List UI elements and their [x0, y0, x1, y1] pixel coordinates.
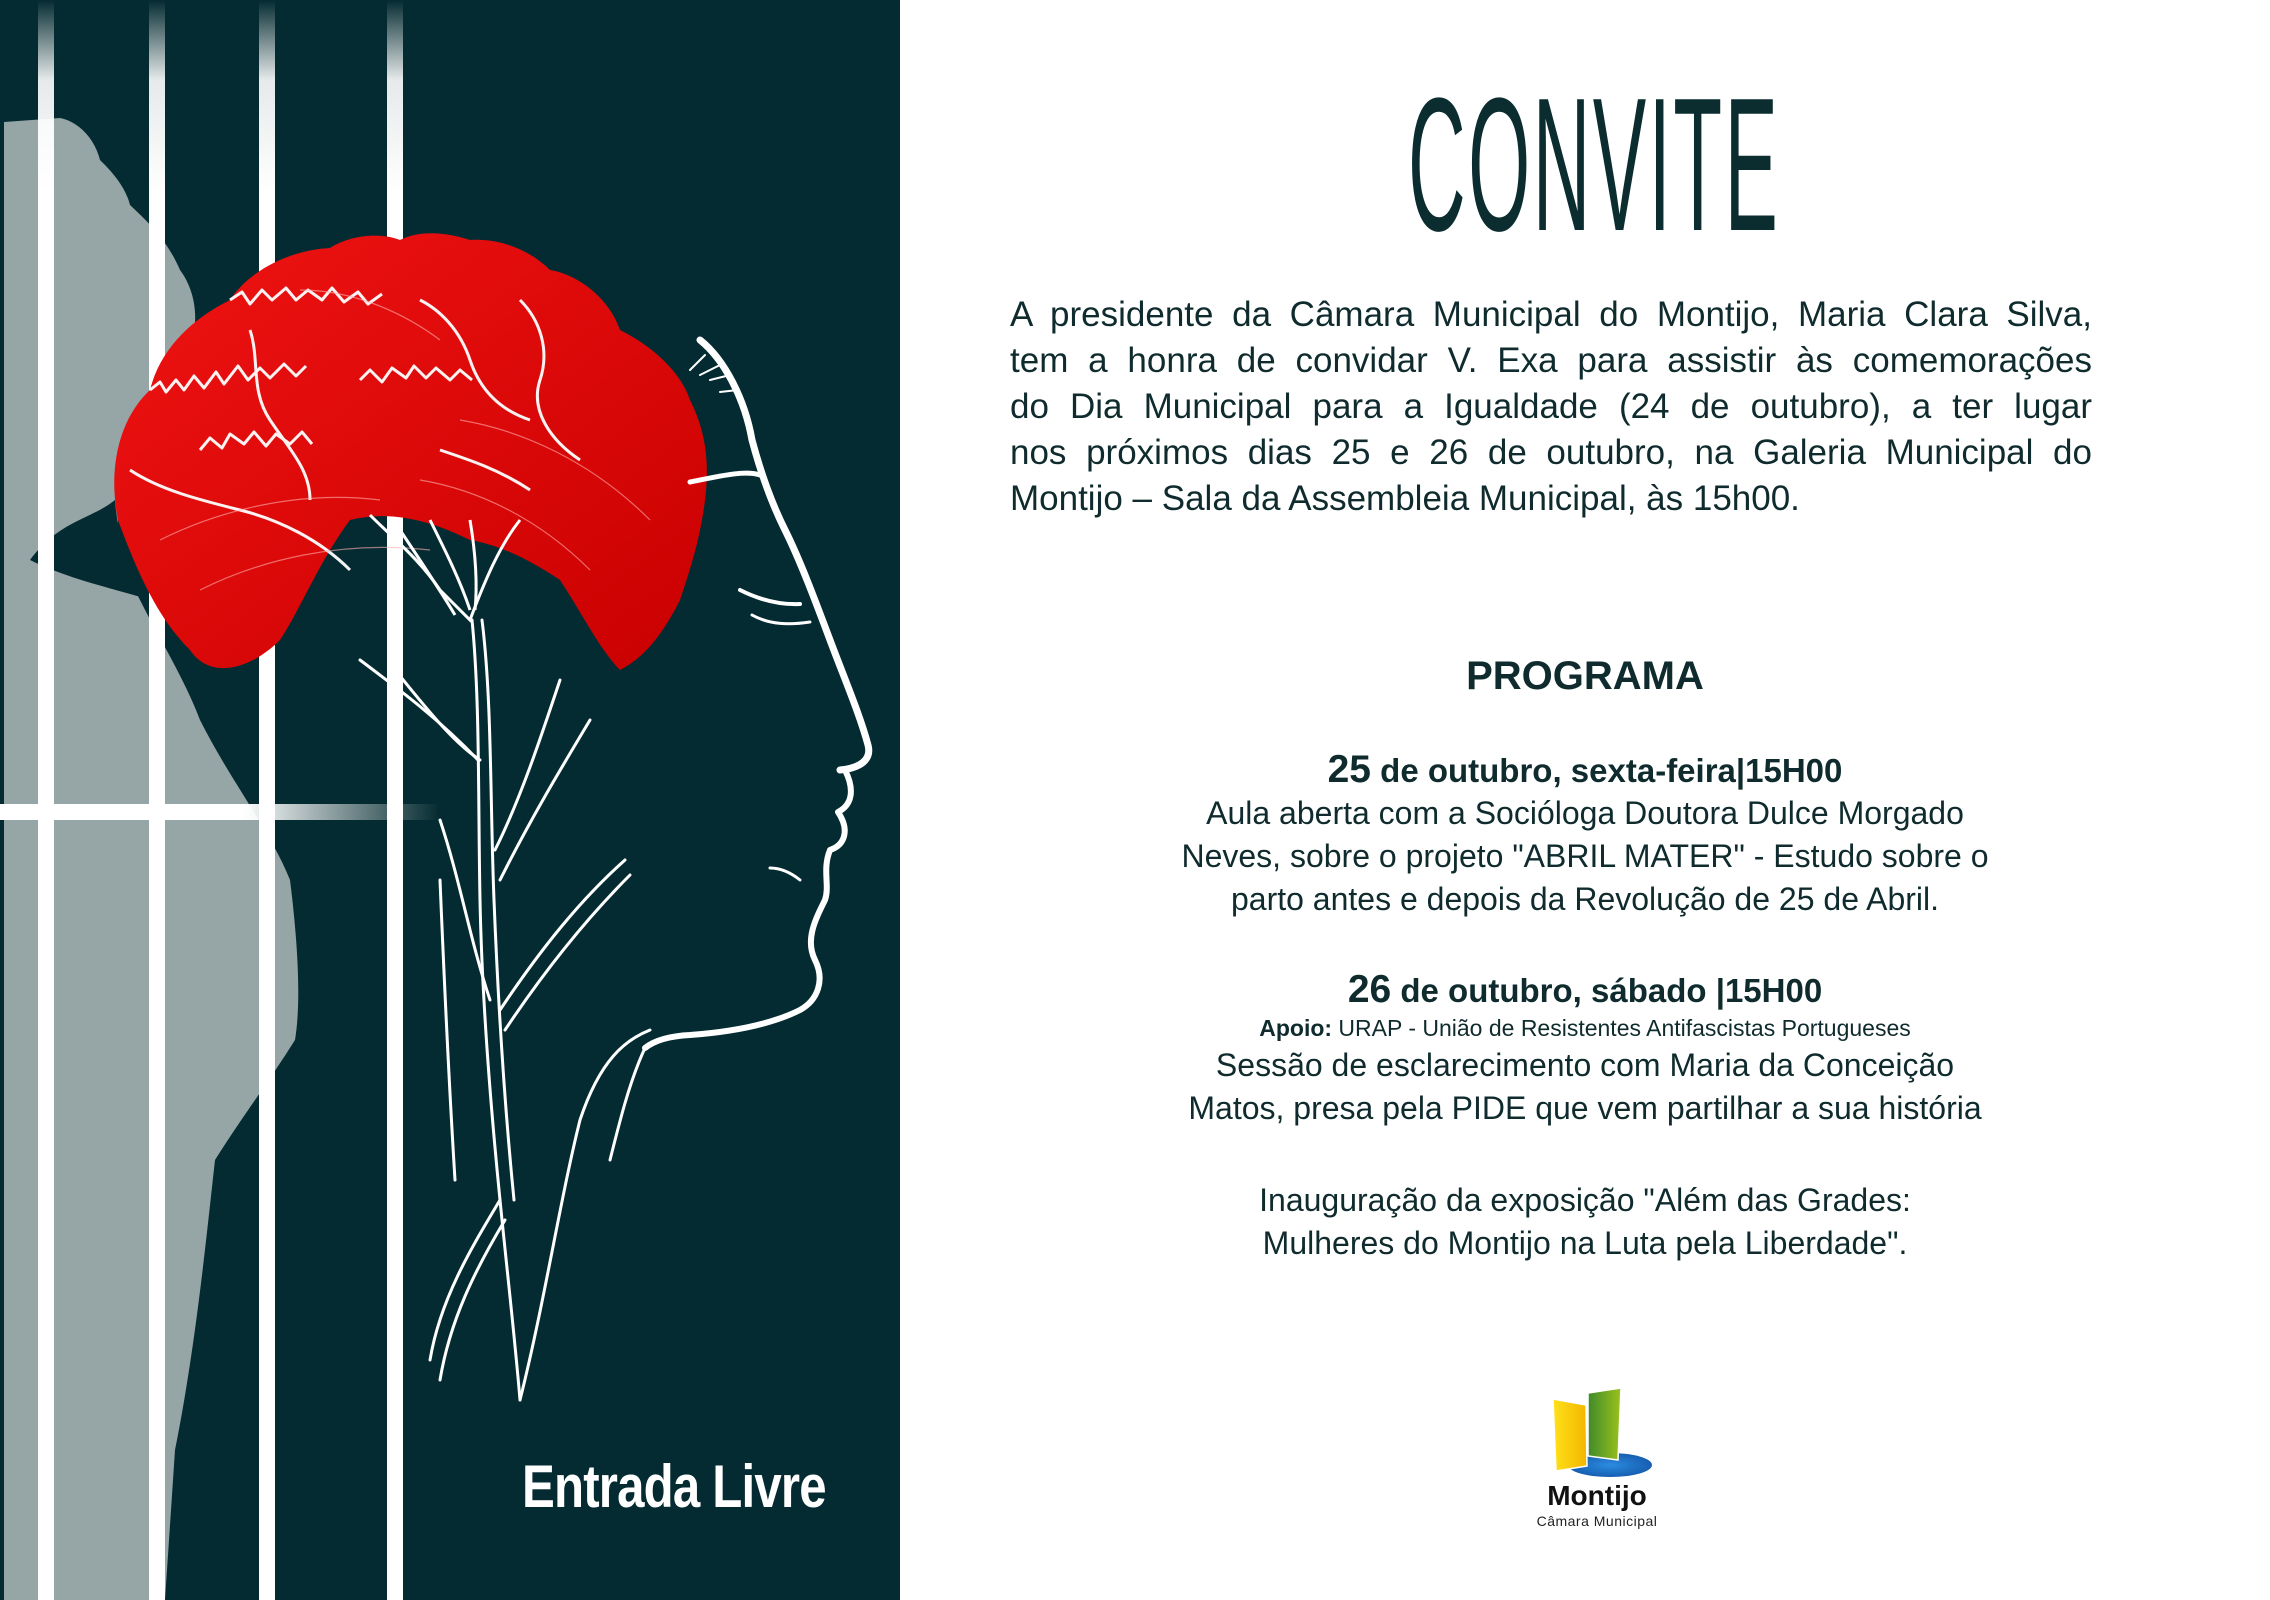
event-description-line: parto antes e depois da Revolução de 25 de Abril.	[1230, 881, 1940, 917]
support-text: URAP - União de Resistentes Antifascistas Portugueses	[1332, 1015, 1911, 1041]
poster-illustration	[0, 0, 900, 1600]
free-entry-label: Entrada Livre	[522, 1453, 826, 1520]
intro-line: Montijo – Sala da Assembleia Municipal, às 15h00.	[1010, 479, 1800, 518]
event-day: 25	[1327, 748, 1371, 791]
support-credit	[1010, 1012, 2160, 1044]
logo-name: Montijo	[1547, 1480, 1647, 1511]
intro-line: nos próximos dias 25 e 26 de outubro, na Galeria Municipal do	[1010, 433, 2092, 472]
event-date	[1010, 968, 2160, 1012]
event-date	[1010, 748, 2160, 792]
intro-line: do Dia Municipal para a Igualdade (24 de outubro), a ter lugar	[1010, 387, 2092, 426]
exhibition-line: Inauguração da exposição "Além das Grades:	[1259, 1182, 1911, 1218]
poster-panel	[0, 0, 900, 1600]
event-day: 26	[1347, 968, 1392, 1011]
event-description-line: Matos, presa pela PIDE que vem partilhar a sua história	[1188, 1090, 1982, 1126]
invitation-title: CONVITE	[1408, 59, 1781, 271]
intro-line: A presidente da Câmara Municipal do Montijo, Maria Clara Silva,	[1010, 295, 2092, 334]
exhibition-line: Mulheres do Montijo na Luta pela Liberdade".	[1262, 1225, 1908, 1261]
event-description-line: Aula aberta com a Socióloga Doutora Dulce Morgado	[1206, 795, 1964, 831]
event-25-october	[1010, 748, 2160, 921]
event-26-october	[1010, 968, 2160, 1265]
carnation-stem	[360, 620, 650, 1400]
logo-subtitle: Câmara Municipal	[1536, 1513, 1658, 1529]
event-description-line: Sessão de esclarecimento com Maria da Conceição	[1215, 1047, 1955, 1083]
event-date-rest: de outubro, sexta-feira|15H00	[1371, 752, 1843, 789]
support-label: Apoio:	[1259, 1015, 1333, 1041]
event-date-rest: de outubro, sábado |15H00	[1391, 972, 1823, 1009]
event-description-line: Neves, sobre o projeto "ABRIL MATER" - Estudo sobre o	[1181, 838, 1989, 874]
intro-line: tem a honra de convidar V. Exa para assistir às comemorações	[1010, 341, 2092, 380]
programa-heading: PROGRAMA	[1466, 654, 1704, 698]
invitation-intro	[1010, 292, 2092, 522]
carnation-flower	[114, 233, 707, 670]
